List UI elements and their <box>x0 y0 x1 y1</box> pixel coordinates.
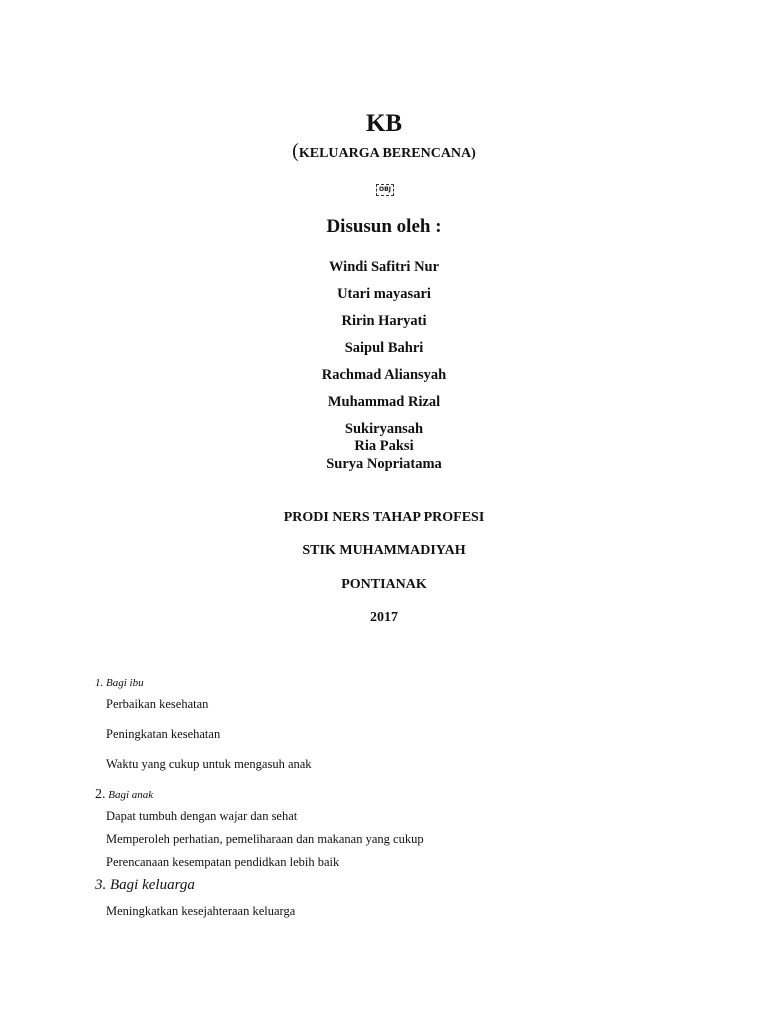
list-item: Memperoleh perhatian, pemeliharaan dan makanan yang cukup <box>106 832 424 846</box>
institution-city: PONTIANAK <box>341 577 427 592</box>
list-heading-text: Bagi keluarga <box>110 877 195 893</box>
subtitle-close-paren: ) <box>471 146 476 161</box>
list-number: 2. <box>95 787 106 802</box>
list-number: 3. <box>95 877 107 893</box>
compiled-by-heading: Disusun oleh : <box>326 216 442 237</box>
author-name: Sukiryansah <box>344 421 424 437</box>
author-name: Surya Nopriatama <box>326 456 442 472</box>
list-heading-mother <box>95 677 144 689</box>
list-heading-text: Bagi anak <box>108 789 154 801</box>
author-name: Muhammad Rizal <box>327 394 441 410</box>
subtitle-text: KELUARGA BERENCANA <box>298 146 472 161</box>
list-item: Perencanaan kesempatan pendidkan lebih baik <box>106 855 340 869</box>
institution-program: PRODI NERS TAHAP PROFESI <box>283 510 485 525</box>
list-heading-child <box>95 787 153 803</box>
institution-name: STIK MUHAMMADIYAH <box>302 543 466 558</box>
document-year: 2017 <box>370 610 398 625</box>
list-item: Waktu yang cukup untuk mengasuh anak <box>106 757 312 771</box>
list-item: Perbaikan kesehatan <box>106 697 209 711</box>
author-name: Ririn Haryati <box>341 313 427 329</box>
list-item: Dapat tumbuh dengan wajar dan sehat <box>106 809 298 823</box>
author-name: Ria Paksi <box>354 438 414 454</box>
list-item: Meningkatkan kesejahteraan keluarga <box>106 904 296 918</box>
author-name: Saipul Bahri <box>344 340 424 356</box>
list-heading-family <box>95 877 195 894</box>
author-name: Utari mayasari <box>337 286 431 302</box>
document-title: KB <box>365 110 403 137</box>
list-heading-text: Bagi ibu <box>106 677 144 689</box>
list-number: 1. <box>95 677 104 689</box>
author-name: Rachmad Aliansyah <box>321 367 447 383</box>
subtitle-open-paren: ( <box>292 140 299 162</box>
embedded-object-placeholder-icon: OBJ <box>376 184 394 196</box>
author-name: Windi Safitri Nur <box>328 259 440 275</box>
document-subtitle <box>0 140 768 163</box>
list-item: Peningkatan kesehatan <box>106 727 221 741</box>
